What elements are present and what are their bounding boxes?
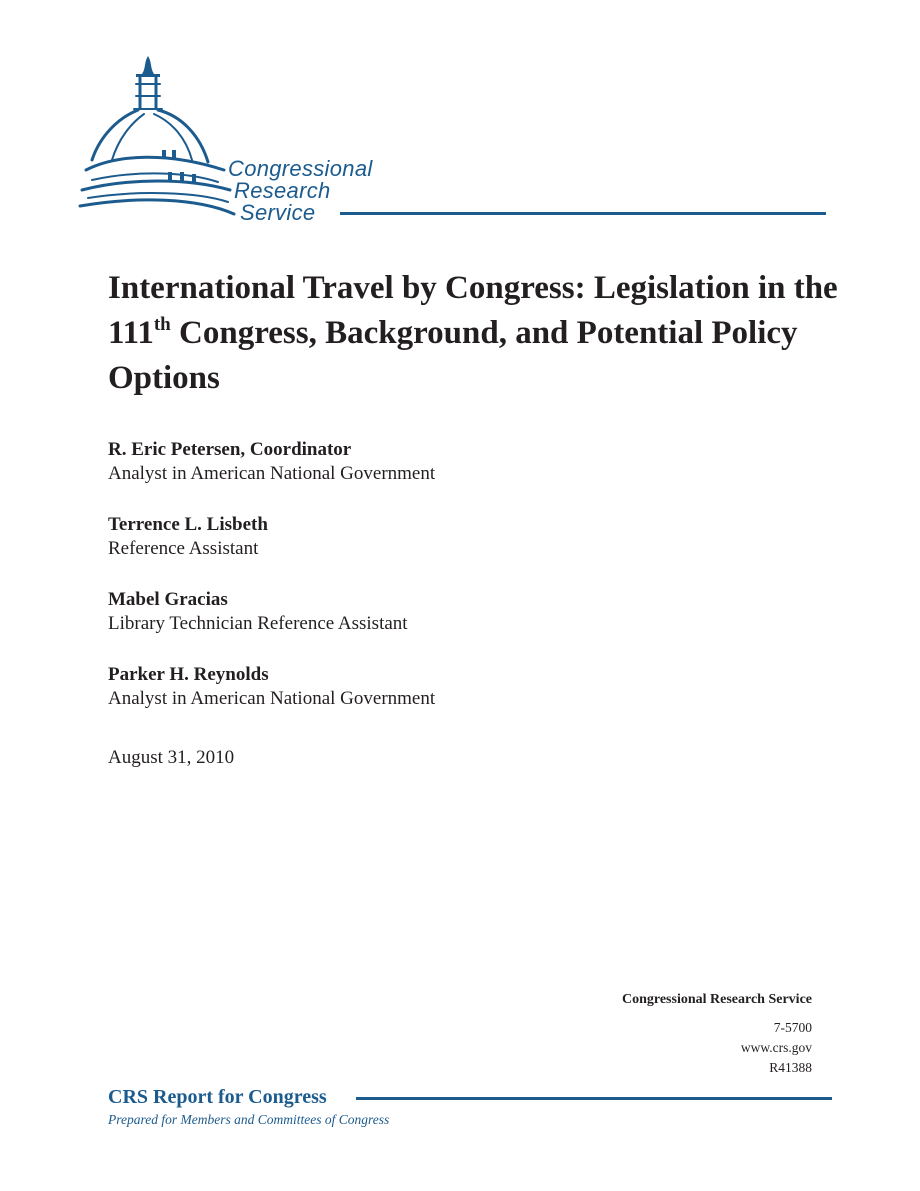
author-name: R. Eric Petersen, Coordinator xyxy=(108,439,352,460)
author-role: Library Technician Reference Assistant xyxy=(108,613,408,634)
publisher-number: 7-5700 xyxy=(773,1020,812,1035)
title-part1: International Travel by Congress: Legislation in the 111 xyxy=(108,270,838,351)
author-name: Parker H. Reynolds xyxy=(108,664,269,685)
crs-logo xyxy=(78,52,838,228)
author-role: Analyst in American National Government xyxy=(108,688,436,709)
author-block xyxy=(108,588,808,636)
logo-word-research: Research xyxy=(234,178,331,203)
author-name: Terrence L. Lisbeth xyxy=(108,514,268,535)
report-date: August 31, 2010 xyxy=(108,747,235,768)
author-block xyxy=(108,663,808,711)
author-block xyxy=(108,513,808,561)
author-block xyxy=(108,438,808,486)
report-footer xyxy=(108,1084,832,1134)
publisher-url[interactable]: www.crs.gov xyxy=(740,1040,812,1055)
report-title xyxy=(108,266,848,401)
author-role: Reference Assistant xyxy=(108,538,259,559)
author-role: Analyst in American National Government xyxy=(108,463,436,484)
report-id: R41388 xyxy=(769,1060,812,1075)
publisher-org: Congressional Research Service xyxy=(621,992,812,1007)
title-part2: Congress, Background, and Potential Policy Options xyxy=(108,315,798,396)
footer-title: CRS Report for Congress xyxy=(108,1086,327,1108)
footer-subtitle: Prepared for Members and Committees of Congress xyxy=(108,1112,390,1127)
title-superscript: th xyxy=(153,314,171,335)
logo-word-service: Service xyxy=(240,200,316,225)
author-name: Mabel Gracias xyxy=(108,589,228,610)
publisher-block xyxy=(622,990,812,1078)
footer-rule xyxy=(356,1097,832,1100)
logo-rule xyxy=(340,212,826,215)
logo-word-congressional: Congressional xyxy=(228,156,373,181)
